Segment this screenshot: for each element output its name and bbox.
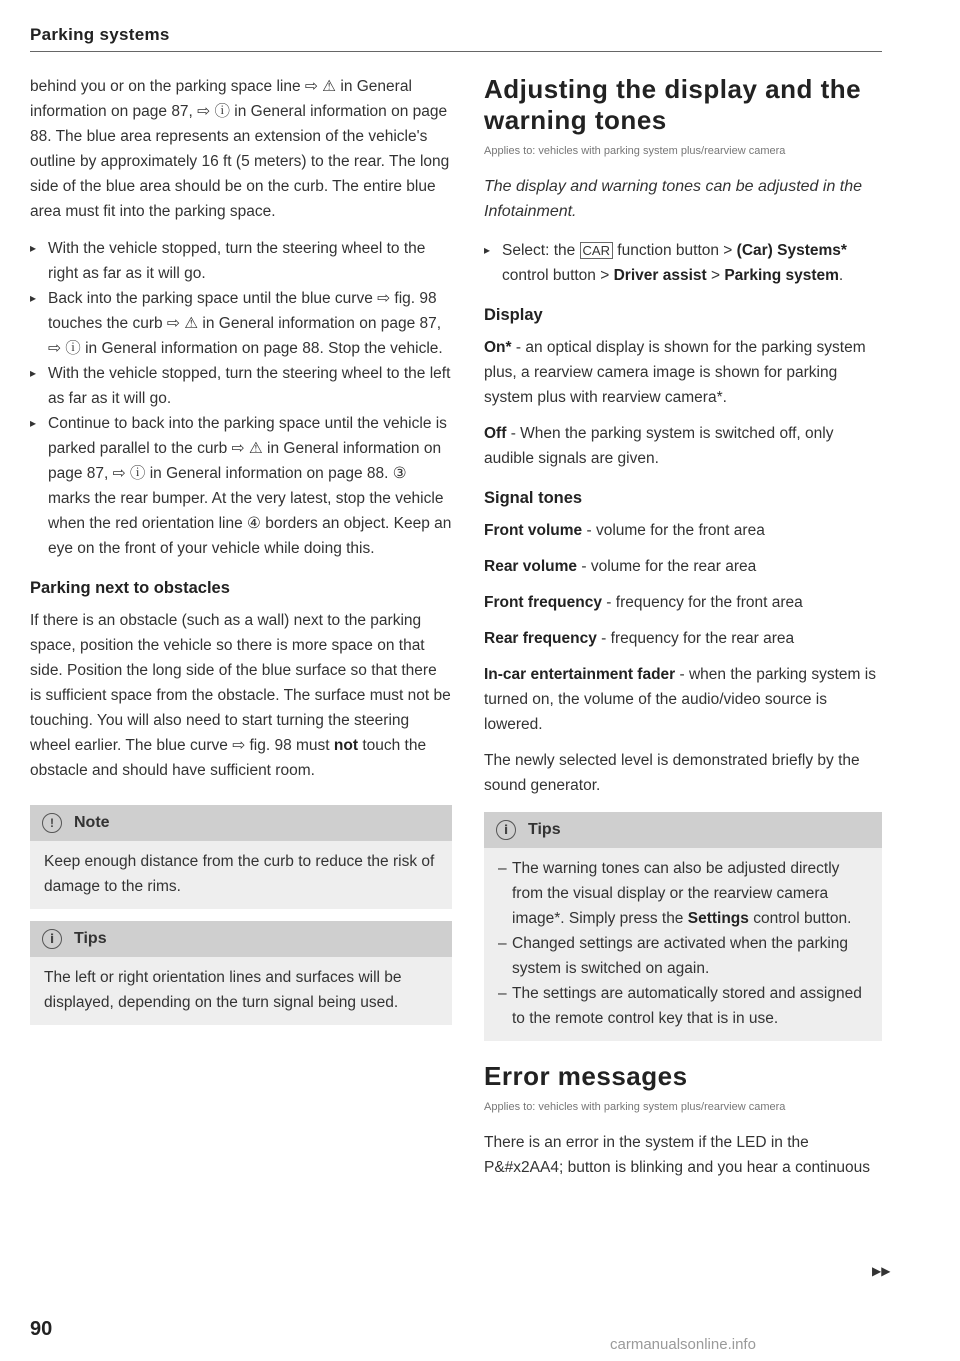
- tips-item: [498, 856, 868, 931]
- bullet-item: ▸ With the vehicle stopped, turn the steering wheel to the left as far as it will go.: [30, 361, 452, 411]
- signal-item: [484, 662, 882, 737]
- signal-text: - frequency for the rear area: [596, 630, 795, 647]
- tips-header-left: [30, 921, 452, 957]
- left-column: [30, 74, 452, 1037]
- error-text-1: There is an error in the system if the LED in the: [484, 1134, 809, 1151]
- info-circle-icon: i: [42, 929, 62, 949]
- obstacles-text-1: If there is an obstacle (such as a wall) next to the parking space, position the vehicle so there is more space on that side. Position the long side of the blue surface so that there is sufficient space from the obstacle. The surface must not be touching. You will also need to start turning the steering wheel earlier. The blue curve ⇨ fig. 98 must: [30, 612, 451, 754]
- display-term: Off: [484, 425, 507, 442]
- exclamation-circle-icon: !: [42, 813, 62, 833]
- adjusting-intro: The display and warning tones can be adjusted in the Infotainment.: [484, 178, 863, 220]
- tips-box-left: [30, 921, 452, 1025]
- select-systems: (Car) Systems*: [736, 242, 847, 259]
- signal-term: Front volume: [484, 522, 583, 539]
- section-title-error: Error messages: [484, 1061, 688, 1091]
- select-instruction: [484, 238, 882, 288]
- tips-label-left: Tips: [74, 930, 107, 947]
- display-text: - When the parking system is switched off, only audible signals are given.: [484, 425, 834, 467]
- applies-to-adjusting: Applies to: vehicles with parking system plus/rearview camera: [484, 145, 786, 157]
- bullet-item: ▸ Back into the parking space until the blue curve ⇨ fig. 98 touches the curb ⇨ ⚠ in General information on page 87, ⇨ ⓘ in General information on page 88. Stop the vehicle.: [30, 286, 452, 361]
- signal-item: [484, 590, 882, 615]
- tips-item: – The settings are automatically stored and assigned to the remote control key that is in use.: [498, 981, 868, 1031]
- select-end: .: [838, 267, 844, 284]
- obstacles-heading: Parking next to obstacles: [30, 579, 230, 597]
- page-header: [30, 25, 882, 45]
- signal-item: [484, 518, 882, 543]
- continue-arrow-icon: ▶▶: [872, 1264, 891, 1278]
- obstacles-paragraph: [30, 608, 452, 783]
- select-parking-system: Parking system: [724, 267, 839, 284]
- tips-item: – Changed settings are activated when the parking system is switched on again.: [498, 931, 868, 981]
- select-mid2: control button >: [502, 267, 614, 284]
- signal-text: - volume for the rear area: [577, 558, 757, 575]
- tips-list-right: [484, 848, 882, 1041]
- signal-item: [484, 554, 882, 579]
- signal-term: Rear volume: [484, 558, 578, 575]
- note-label: Note: [74, 814, 110, 831]
- display-item: [484, 335, 882, 410]
- signal-closing: The newly selected level is demonstrated briefly by the sound generator.: [484, 752, 860, 794]
- note-header: [30, 805, 452, 841]
- select-mid3: >: [706, 267, 725, 284]
- note-text: Keep enough distance from the curb to reduce the risk of damage to the rims.: [44, 853, 435, 895]
- tips-item1-post: control button.: [748, 910, 852, 927]
- signal-item: [484, 626, 882, 651]
- select-mid1: function button >: [613, 242, 737, 259]
- applies-to-error: Applies to: vehicles with parking system plus/rearview camera: [484, 1101, 786, 1113]
- obstacles-not: not: [333, 737, 359, 754]
- tips-box-right: [484, 812, 882, 1041]
- note-box: [30, 805, 452, 909]
- tips-label-right: Tips: [528, 821, 561, 838]
- tips-item1-pre: The warning tones can also be adjusted directly from the visual display or the rearview camera image*. Simply press the: [512, 860, 840, 927]
- bullet-item: ▸ With the vehicle stopped, turn the steering wheel to the right as far as it will go.: [30, 236, 452, 286]
- page-number: 90: [30, 1318, 53, 1340]
- watermark: carmanualsonline.info: [610, 1336, 756, 1353]
- intro-paragraph: behind you or on the parking space line ⇨ ⚠ in General information on page 87, ⇨ ⓘ in General information on page 88. The blue area represents an extension of the vehicle's outline by approximately 16 ft (5 meters) to the rear. The long side of the blue area should be on the curb. The entire blue area must fit into the parking space.: [30, 78, 450, 220]
- signal-text: - volume for the front area: [582, 522, 765, 539]
- display-term: On*: [484, 339, 512, 356]
- info-circle-icon: i: [496, 820, 516, 840]
- header-divider: [30, 51, 882, 52]
- right-column: [484, 74, 882, 1180]
- signal-term: Front frequency: [484, 594, 602, 611]
- display-heading: Display: [484, 306, 543, 324]
- page-header-title: Parking systems: [30, 25, 170, 44]
- signal-term: In-car entertainment fader: [484, 666, 676, 683]
- tips-item1-settings: Settings: [687, 910, 749, 927]
- signal-term: Rear frequency: [484, 630, 597, 647]
- select-driver-assist: Driver assist: [613, 267, 707, 284]
- error-text-2: P&#x2AA4; button is blinking and you hear a continuous: [484, 1159, 871, 1176]
- car-key: CAR: [580, 242, 613, 259]
- obstacles-text-2: touch the obstacle and should have sufficient room.: [30, 737, 427, 779]
- section-title-adjusting: Adjusting the display and the warning tones: [484, 74, 862, 135]
- display-item: [484, 421, 882, 471]
- tips-header-right: [484, 812, 882, 848]
- display-text: - an optical display is shown for the parking system plus, a rearview camera image is shown for parking system plus with rearview camera*.: [484, 339, 866, 406]
- signal-heading: Signal tones: [484, 489, 583, 507]
- tips-text-left: The left or right orientation lines and surfaces will be displayed, depending on the turn signal being used.: [44, 969, 402, 1011]
- signal-text: - frequency for the front area: [601, 594, 803, 611]
- select-pre: Select: the: [502, 242, 580, 259]
- bullet-item: ▸ Continue to back into the parking space until the vehicle is parked parallel to the curb ⇨ ⚠ in General information on page 87, ⇨ ⓘ in General information on page 88. ③ marks the rear bumper. At the very latest, stop the vehicle when the red orientation line ④ borders an object. Keep an eye on the front of your vehicle while doing this.: [30, 411, 452, 561]
- signal-text: - when the parking system is turned on, the volume of the audio/video source is lowered.: [484, 666, 876, 733]
